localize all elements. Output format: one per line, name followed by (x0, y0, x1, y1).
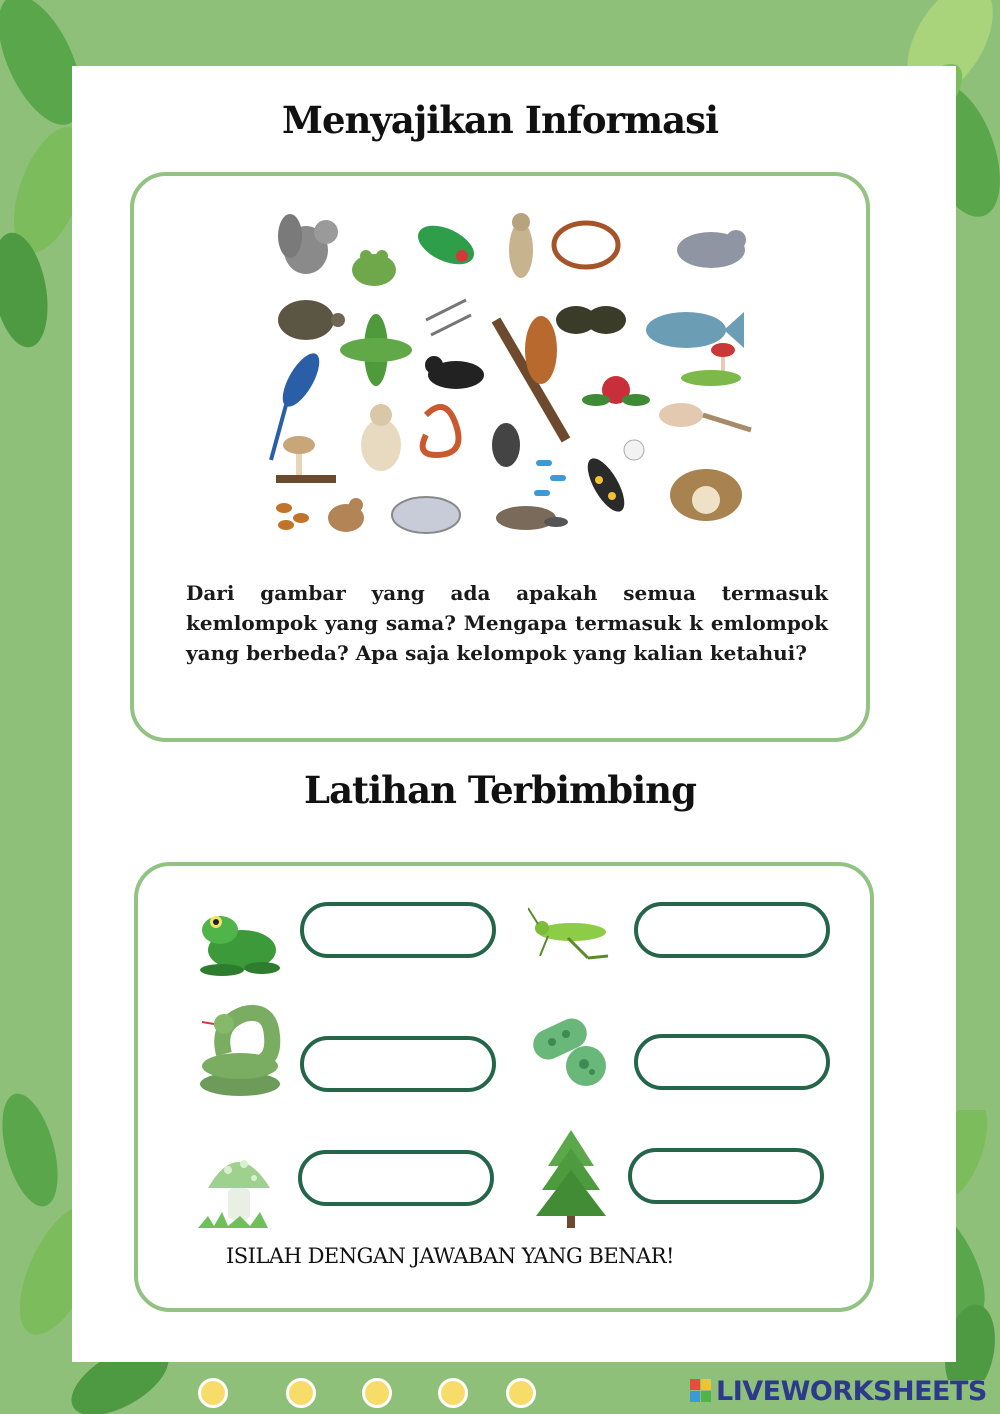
crab-grey-icon (392, 497, 460, 533)
page-dot (198, 1378, 228, 1408)
butterfly-icon (556, 306, 626, 334)
section-title-guided-exercise: Latihan Terbimbing (304, 768, 696, 812)
beetle-icon (492, 423, 520, 467)
answer-box-mushroom[interactable] (298, 1150, 494, 1206)
page-dot (286, 1378, 316, 1408)
crab-icon (554, 223, 618, 267)
mushroom-icon (194, 1148, 284, 1232)
mouse-icon (659, 403, 751, 430)
brown-mushroom-icon (276, 436, 336, 483)
monkey-icon (509, 213, 533, 278)
seeds-icon (276, 503, 309, 530)
otter-icon (670, 469, 742, 521)
liveworksheets-logo-icon (690, 1379, 712, 1403)
frog-icon (192, 906, 284, 980)
bacteria-icon (534, 460, 566, 496)
pine-tree-icon (530, 1126, 612, 1230)
page-dot (362, 1378, 392, 1408)
plant-icon (340, 314, 412, 386)
black-cat-icon (425, 356, 484, 389)
turtle-icon (278, 300, 345, 340)
rat-icon (328, 498, 364, 532)
instruction-text: ISILAH DENGAN JAWABAN YANG BENAR! (226, 1244, 674, 1268)
page-dot (438, 1378, 468, 1408)
answer-box-grasshopper[interactable] (634, 902, 830, 958)
section-title-information: Menyajikan Informasi (281, 98, 718, 142)
answer-box-snake[interactable] (300, 1036, 496, 1092)
living-things-collage-image (266, 200, 756, 550)
snake-icon (423, 407, 459, 455)
platypus-icon (496, 506, 568, 530)
liveworksheets-logo (690, 1374, 987, 1408)
question-text: Dari gambar yang ada apakah semua termasuk kemlompok yang sama? Mengapa termasuk k emlompok yang berbeda? Apa saja kelompok yang kalian ketahui? (186, 581, 828, 665)
frog-icon (352, 250, 396, 286)
gibbon-icon (361, 404, 401, 471)
answer-box-bacteria[interactable] (634, 1034, 830, 1090)
page-dot (506, 1378, 536, 1408)
red-mushroom-icon (681, 343, 741, 386)
marten-icon (496, 316, 566, 440)
salamander-icon (581, 453, 632, 517)
bacteria-icon (526, 1006, 616, 1092)
chinchilla-icon (677, 230, 746, 268)
white-flower-icon (624, 440, 644, 460)
insect-icon (426, 300, 471, 335)
answer-box-frog[interactable] (300, 902, 496, 958)
flower-icon (582, 376, 650, 406)
grasshopper-icon (528, 904, 614, 964)
snake-icon (194, 1004, 284, 1098)
answer-box-pine-tree[interactable] (628, 1148, 824, 1204)
parrot-icon (412, 218, 480, 272)
liveworksheets-brand-text: LIVEWORKSHEETS (716, 1375, 987, 1407)
fish-icon (646, 312, 744, 348)
squirrel-icon (278, 214, 338, 274)
